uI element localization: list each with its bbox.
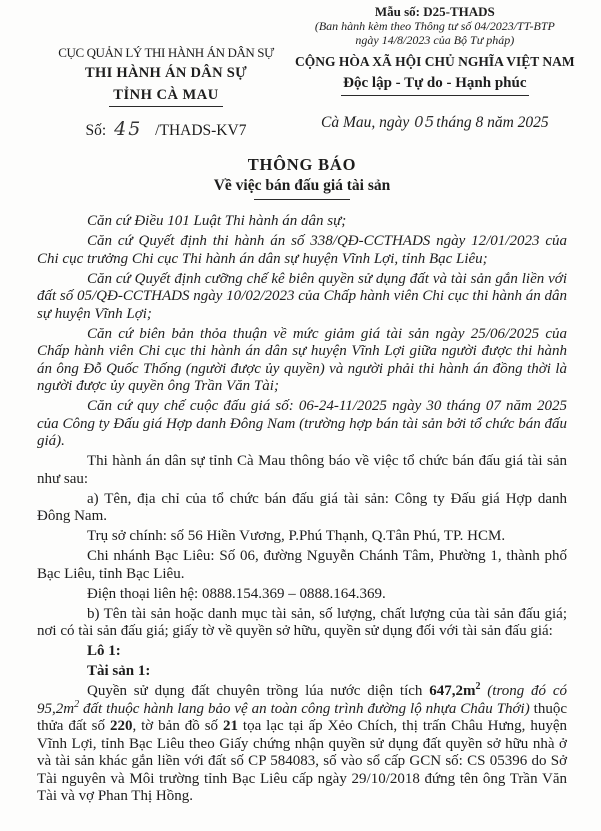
asset-desc-seg1: Quyền sử dụng đất chuyên trồng lúa nước diện tích	[87, 683, 430, 699]
agency-province: TỈNH CÀ MAU	[109, 87, 222, 107]
date-prefix: Cà Mau, ngày	[321, 114, 414, 131]
lot-label: Lô 1:	[87, 643, 121, 659]
national-header-block	[295, 4, 575, 140]
citation-paragraph: Căn cứ Quyết định thi hành án số 338/QĐ-CCTHADS ngày 12/01/2023 của Chi cục trưởng Chi cục Thi hành án dân sự huyện Vĩnh Lợi, tỉnh Bạc Liêu;	[37, 233, 567, 267]
title-block	[37, 155, 567, 200]
national-title: CỘNG HÒA XÃ HỘI CHỦ NGHĨA VIỆT NAM	[295, 54, 575, 69]
asset-desc-seg4: tọa lạc tại ấp Xẻo Chích, thị trấn Châu Hưng, huyện Vĩnh Lợi, tỉnh Bạc Liêu theo Giấy chứng nhận quyền sử dụng đất quyền sở hữu nhà ở và tài sản khác gắn liền với đất số CP 584083, số vào sổ cấp GCN số: CS 05396 do Sở Tài nguyên và Môi trường tỉnh Bạc Liêu cấp ngày 29/10/2018 đứng tên ông Trần Văn Tài và vợ Phan Thị Hồng.	[37, 718, 567, 804]
title-underline	[254, 199, 350, 200]
document-title: THÔNG BÁO	[247, 155, 357, 174]
document-number-prefix: Số:	[85, 122, 107, 139]
item-b-paragraph: b) Tên tài sản hoặc danh mục tài sản, số lượng, chất lượng của tài sản đấu giá; nơi có tài sản đấu giá; giấy tờ về quyền sở hữu, quyền sử dụng đối với tài sản đấu giá:	[37, 605, 567, 639]
asset-area-number: 647,2m	[429, 683, 476, 699]
document-number-handwritten: 45	[114, 118, 143, 140]
agency-parent-name: CỤC QUẢN LÝ THI HÀNH ÁN DÂN SỰ	[58, 45, 274, 60]
asset-note-sup: 2	[74, 698, 80, 710]
document-number-suffix: /THADS-KV7	[155, 122, 247, 139]
asset-map-number: 21	[222, 718, 238, 734]
asset-description	[37, 683, 567, 806]
form-issued-line2: ngày 14/8/2023 của Bộ Tư pháp)	[355, 32, 515, 47]
citation-paragraph: Căn cứ Điều 101 Luật Thi hành án dân sự;	[87, 213, 347, 229]
head-office-line: Trụ sở chính: số 56 Hiền Vương, P.Phú Thạnh, Q.Tân Phú, TP. HCM.	[87, 528, 506, 544]
document-body	[37, 213, 567, 806]
asset-label: Tài sản 1:	[87, 663, 151, 679]
national-motto: Độc lập - Tự do - Hạnh phúc	[341, 75, 528, 96]
issuing-agency-block	[37, 4, 295, 140]
asset-note-post: đất thuộc hành lang bảo vệ an toàn công trình đường lộ nhựa Châu Thới)	[79, 700, 530, 717]
date-day-handwritten: 05	[414, 113, 436, 131]
asset-parcel-number: 220	[109, 718, 133, 734]
document-subtitle: Về việc bán đấu giá tài sản	[213, 177, 391, 194]
date-suffix: tháng 8 năm 2025	[436, 114, 549, 131]
form-issued-line1: (Ban hành kèm theo Thông tư số 04/2023/TT-BTP	[314, 19, 555, 33]
citation-paragraph: Căn cứ quy chế cuộc đấu giá số: 06-24-11/2025 ngày 30 tháng 07 năm 2025 của Công ty Đấu giá Hợp danh Đông Nam (trường hợp bán tài sản bởi tổ chức bán đấu giá).	[37, 398, 567, 449]
citation-paragraph: Căn cứ Quyết định cưỡng chế kê biên quyền sử dụng đất và tài sản gắn liền với đất số 05/QĐ-CCTHADS ngày 10/02/2023 của Chấp hành viên Chi cục thi hành án dân sự huyện Vĩnh Lợi;	[37, 270, 567, 322]
citation-paragraph: Căn cứ biên bản thỏa thuận về mức giảm giá tài sản ngày 25/06/2025 của Chấp hành viên Chi cục thi hành án dân sự huyện Vĩnh Lợi giữa người được thi hành án ông Đỗ Quốc Thống (người được ủy quyền) và người phải thi hành án đồng thời là người được ủy quyền ông Trần Văn Tài;	[37, 325, 567, 394]
agency-name: THI HÀNH ÁN DÂN SỰ	[85, 65, 247, 81]
form-number: Mẫu số: D25-THADS	[374, 4, 495, 19]
asset-desc-seg2: thuộc thửa đất số	[37, 700, 567, 734]
asset-desc-seg3: , tờ bản đồ số	[132, 718, 223, 734]
branch-line: Chi nhánh Bạc Liêu: Số 06, đường Nguyễn Chánh Tâm, Phường 1, thành phố Bạc Liêu, tỉnh Bạc Liêu.	[37, 548, 567, 582]
phone-line: Điện thoại liên hệ: 0888.154.369 – 0888.164.369.	[87, 585, 386, 602]
national-motto-wrap	[295, 74, 575, 96]
item-a-paragraph: a) Tên, địa chỉ của tổ chức bán đấu giá tài sản: Công ty Đấu giá Hợp danh Đông Nam.	[37, 490, 567, 524]
document-number-line	[37, 118, 295, 140]
document-header	[37, 4, 575, 140]
asset-area-value	[429, 683, 480, 699]
date-line	[295, 113, 575, 132]
asset-note-pre: (trong đó có 95,2m	[37, 683, 567, 717]
asset-area-sup: 2	[475, 681, 481, 692]
agency-province-wrap	[37, 86, 295, 107]
announcement-paragraph: Thi hành án dân sự tỉnh Cà Mau thông báo về việc tổ chức bán đấu giá tài sản như sau:	[37, 453, 567, 487]
